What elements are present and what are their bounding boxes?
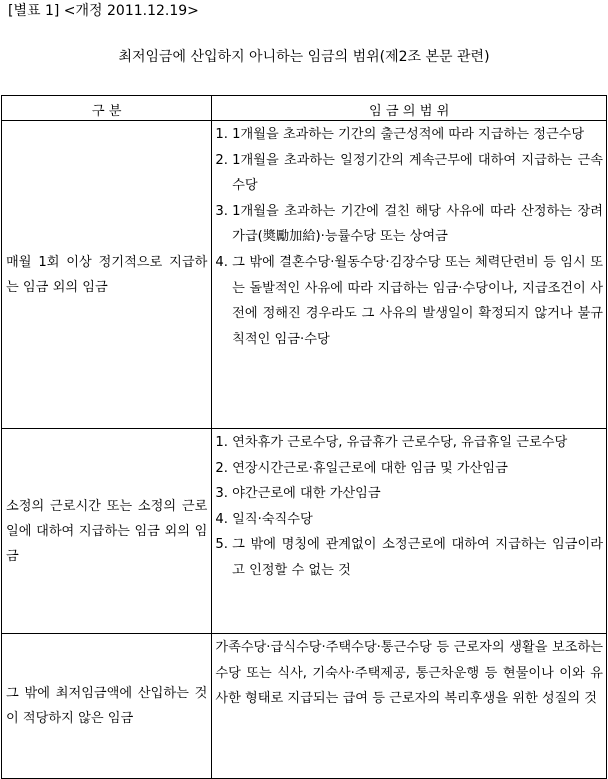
table-header-row [2,96,607,121]
item-number: 1. [215,127,228,142]
item-number: 3. [215,486,228,502]
wage-range-table [1,95,607,779]
category-cell: 매월 1회 이상 정기적으로 지급하는 임금 외의 임금 [2,121,212,429]
category-cell: 소정의 근로시간 또는 소정의 근로일에 대하여 지급하는 임금 외의 임금 [2,429,212,634]
document-title: 최저임금에 산입하지 아니하는 임금의 범위(제2조 본문 관련) [118,49,490,65]
list-item [215,250,603,352]
list-item [215,481,603,507]
list-item [215,507,603,533]
table-row [2,121,607,429]
list-item [215,456,603,482]
item-number: 2. [215,152,228,168]
range-cell [212,634,607,779]
item-text: 연차휴가 근로수당, 유급휴가 근로수당, 유급휴일 근로수당 [232,435,568,450]
category-cell: 그 밖에 최저임금액에 산입하는 것이 적당하지 않은 임금 [2,634,212,779]
range-header: 임 금 의 범 위 [212,96,607,121]
item-number: 1. [215,435,228,450]
item-text: 일직·숙직수당 [232,511,313,527]
range-cell [212,429,607,634]
item-text: 야간근로에 대한 가산임금 [232,486,381,502]
range-cell [212,121,607,429]
annex-label: [별표 1] <개정 2011.12.19> [8,3,199,19]
item-text: 그 밖에 결혼수당·월동수당·김장수당 또는 체력단련비 등 임시 또는 돌발적인 사유에 따라 지급하는 임금·수당이나, 지급조건이 사전에 정해진 경우라도 그 사유의 발생일이 확정되지 않거나 불규칙적인 임금·수당 [232,254,603,347]
item-text: 1개월을 초과하는 기간에 걸친 해당 사유에 따라 산정하는 장려가급(奬勵加給)·능률수당 또는 상여금 [232,203,603,245]
list-item [215,532,603,583]
range-paragraph: 가족수당·급식수당·주택수당·통근수당 등 근로자의 생활을 보조하는 수당 또는 식사, 기숙사·주택제공, 통근차운행 등 현물이나 이와 유사한 형태로 지급되는 급여 등 근로자의 복리후생을 위한 성질의 것 [215,640,603,707]
item-text: 1개월을 초과하는 일정기간의 계속근무에 대하여 지급하는 근속수당 [232,152,603,194]
item-number: 4. [215,511,228,527]
item-text: 1개월을 초과하는 기간의 출근성적에 따라 지급하는 정근수당 [232,127,585,142]
item-number: 5. [215,537,228,553]
table-row [2,429,607,634]
list-item [215,199,603,250]
table-row [2,634,607,779]
item-number: 3. [215,203,228,219]
list-item [215,430,603,456]
category-header: 구 분 [2,96,212,121]
item-text: 연장시간근로·휴일근로에 대한 임금 및 가산임금 [232,460,508,476]
item-number: 4. [215,254,228,270]
list-item [215,148,603,199]
list-item [215,122,603,148]
item-number: 2. [215,460,228,476]
item-text: 그 밖에 명칭에 관계없이 소정근로에 대하여 지급하는 임금이라고 인정할 수 없는 것 [232,537,603,578]
